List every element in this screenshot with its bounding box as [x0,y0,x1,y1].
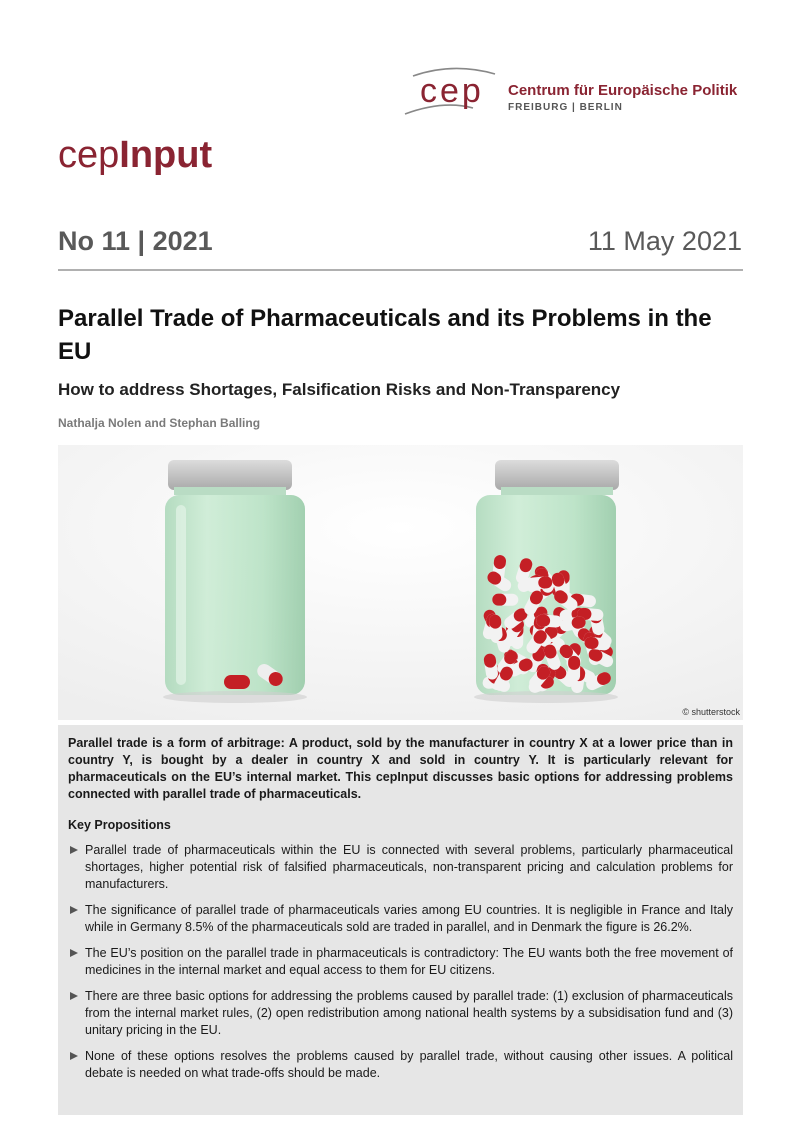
logo-cities: FREIBURG | BERLIN [508,102,623,113]
proposition-text: Parallel trade of pharmaceuticals within the EU is connected with several problems, particularly pharmaceutical shortages, higher potential risk of falsified pharmaceuticals, non-transparent pricing and calculation problems for manufacturers. [85,843,733,891]
header-rule [58,269,743,271]
triangle-bullet-icon [70,992,78,1000]
series-prefix: cep [58,134,120,176]
triangle-bullet-icon [70,846,78,854]
proposition-text: None of these options resolves the problems caused by parallel trade, without causing other issues. A political debate is needed on what trade-offs should be made. [85,1049,733,1080]
proposition-item [68,988,733,1039]
proposition-item [68,1048,733,1082]
proposition-text: There are three basic options for addressing the problems caused by parallel trade: (1) exclusion of pharmaceuticals from the internal market rules, (2) open redistribution among national health systems by a subsidisation fund and (3) unitary pricing in the EU. [85,989,733,1037]
triangle-bullet-icon [70,1052,78,1060]
summary-intro: Parallel trade is a form of arbitrage: A product, sold by the manufacturer in country X at a lower price than in country Y, is bought by a dealer in country X and sold in country Y. It is particularly relevant for pharmaceuticals on the EU’s internal market. This cepInput discusses basic options for addressing problems connected with parallel trade of pharmaceuticals. [68,736,733,801]
page-title: Parallel Trade of Pharmaceuticals and its Problems in the EU [58,305,712,365]
pill [536,614,563,628]
proposition-text: The significance of parallel trade of pharmaceuticals varies among EU countries. It is negligible in France and Italy while in Germany 8.5% of the pharmaceuticals sold are traded in parallel, and in Denmark the figure is 26.2%. [85,903,733,934]
logo-name: Centrum für Europäische Politik [508,82,738,99]
pill [568,656,580,682]
authors: Nathalja Nolen and Stephan Balling [58,416,261,430]
key-propositions-list [68,842,733,1091]
proposition-item [68,945,733,979]
image-credit: © shutterstock [682,707,740,717]
series-title [58,134,212,177]
pill [492,594,518,606]
triangle-bullet-icon [70,906,78,914]
key-propositions-heading: Key Propositions [68,818,171,832]
triangle-bullet-icon [70,949,78,957]
issue-date: 11 May 2021 [587,226,742,256]
proposition-item [68,842,733,893]
series-suffix: Input [119,134,213,176]
logo-mark: cep [420,72,484,110]
page-subtitle: How to address Shortages, Falsification Risks and Non-Transparency [58,380,621,399]
pill-jars-image [58,445,743,720]
issue-number: No 11 | 2021 [58,226,213,256]
proposition-item [68,902,733,936]
empty-jar [163,460,307,703]
proposition-text: The EU’s position on the parallel trade in pharmaceuticals is contradictory: The EU wants both the free movement of medicines in the internal market and equal access to them for EU citizens. [85,946,733,977]
